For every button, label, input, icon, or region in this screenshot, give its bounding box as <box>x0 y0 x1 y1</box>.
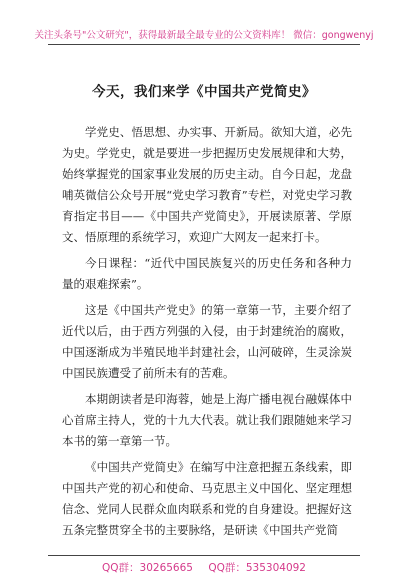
paragraph: 今日课程：“近代中国民族复兴的历史任务和各种力量的艰难探索”。 <box>62 256 352 291</box>
paragraph: 本期朗读者是印海蓉，她是上海广播电视台融媒体中心首席主持人，党的十九大代表。就让我们跟随她来学习本书的第一章第一节。 <box>62 392 352 448</box>
document-title: 今天，我们来学《中国共产党简史》 <box>92 84 316 100</box>
footer <box>0 560 408 575</box>
header-note: 关注头条号"公文研究"，获得最新最全最专业的公文资料库！ 微信：gongwenyj <box>34 30 374 41</box>
paragraph: 《中国共产党简史》在编写中注意把握五条线索，即中国共产党的初心和使命、马克思主义中国化、坚定理想信念、党同人民群众血肉联系和党的自身建设。把握好这五条完整贯穿全书的主要脉络，是研读《中国共产党简 <box>62 460 352 537</box>
footer-qq-group-2: QQ群：535304092 <box>208 562 306 574</box>
paragraph: 学党史、悟思想、办实事、开新局。欲知大道，必先为史。学党史，就是要进一步把握历史发展规律和大势，始终掌握党的国家事业发展的历史主动。自今日起，龙盘哺英微信公众号开展“党史学习教育”专栏，对党史学习教育指定书目——《中国共产党简史》，开展读原著、学原文、悟原理的系统学习，欢迎广大网友一起来打卡。 <box>62 125 352 244</box>
footer-divider <box>48 555 360 556</box>
header-divider <box>48 44 360 45</box>
document-body <box>62 122 352 546</box>
footer-qq-group-1: QQ群：30265665 <box>102 562 193 574</box>
paragraph: 这是《中国共产党史》的第一章第一节，主要介绍了近代以后，由于西方列强的入侵，由于封建统治的腐败，中国逐渐成为半殖民地半封建社会，山河破碎，生灵涂炭中国民族遭受了前所未有的苦难。 <box>62 303 352 380</box>
